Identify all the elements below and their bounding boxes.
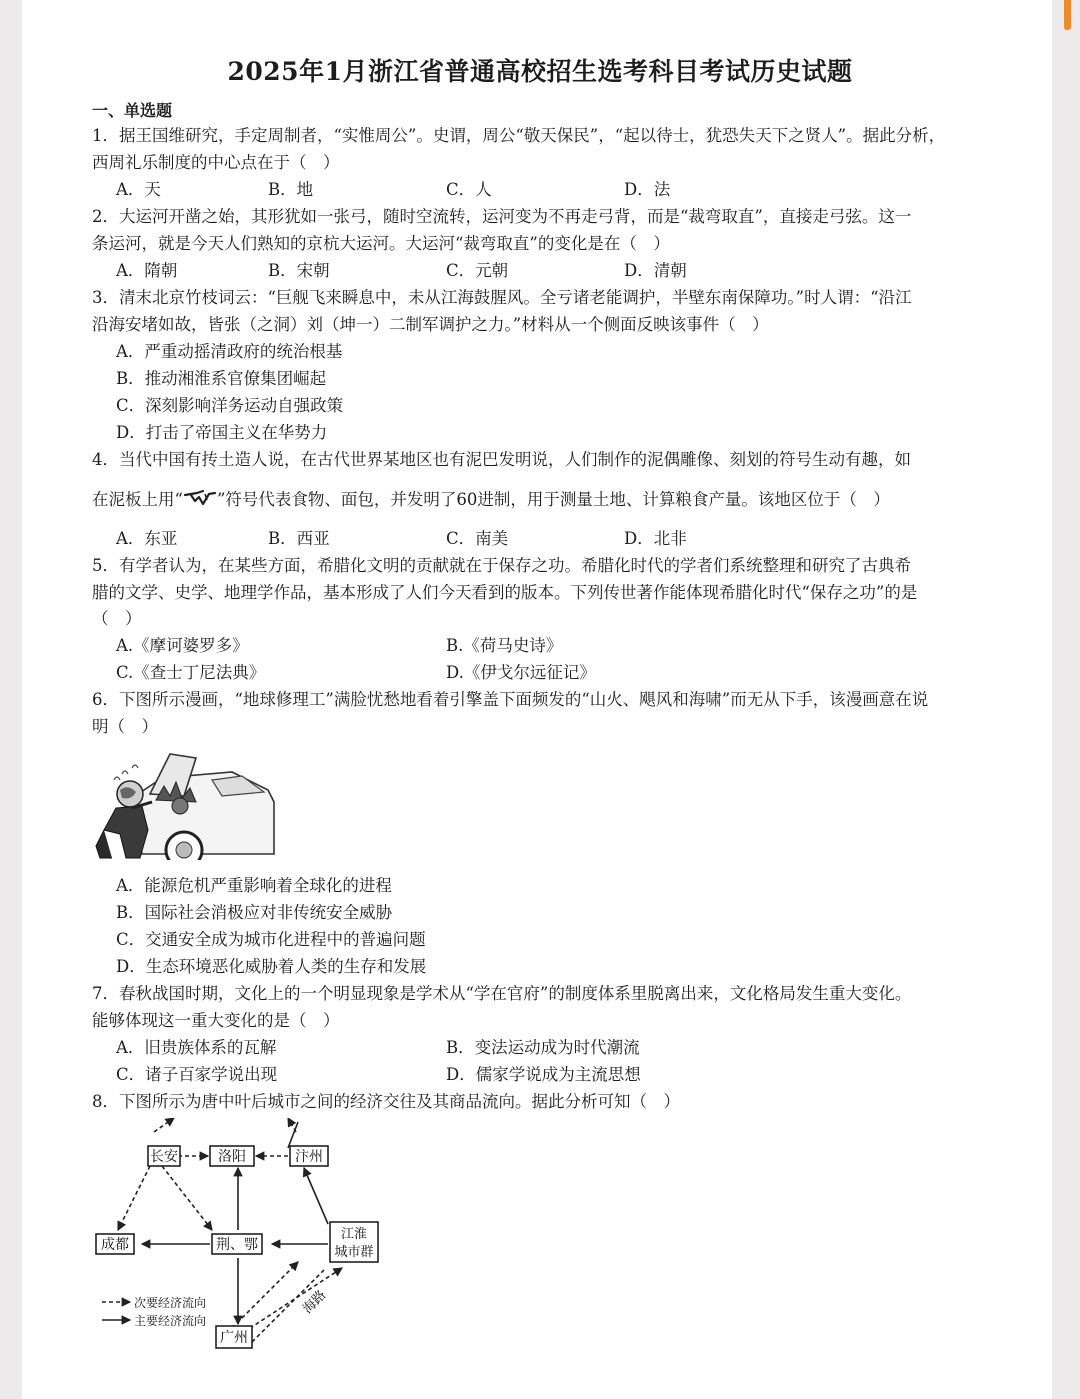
earth-repairman-cartoon	[92, 750, 276, 860]
q6-option-c: C．交通安全成为城市化进程中的普遍问题	[116, 930, 426, 949]
cuneiform-bread-icon	[183, 488, 217, 508]
city-chengdu: 成都	[101, 1237, 129, 1253]
q4-option-b: B．西亚	[268, 529, 330, 548]
q4-line-2-end: ”符号代表食物、面包，并发明了60进制，用于测量土地、计算粮食产量。该地区位于（ ）	[216, 490, 890, 509]
q7-option-c: C．诸子百家学说出现	[116, 1065, 278, 1084]
q6-option-a: A．能源危机严重影响着全球化的进程	[116, 876, 392, 895]
q6-line-1: 6．下图所示漫画，“地球修理工”满脸忧愁地看着引擎盖下面频发的“山火、飓风和海啸”而无从下手，该漫画意在说	[92, 690, 929, 709]
q5-line-2: 腊的文学、史学、地理学作品，基本形成了人们今天看到的版本。下列传世著作能体现希腊化时代“保存之功”的是	[92, 583, 918, 602]
q1-line-2: 西周礼乐制度的中心点在于（ ）	[92, 153, 340, 172]
q4-line-2-start: 在泥板上用“	[92, 490, 183, 509]
city-luoyang: 洛阳	[218, 1149, 246, 1165]
q7-line-1: 7．春秋战国时期，文化上的一个明显现象是学术从“学在官府”的制度体系里脱离出来，文化格局发生重大变化。	[92, 984, 912, 1003]
q3-option-a: A．严重动摇清政府的统治根基	[116, 342, 343, 361]
q2-line-1: 2．大运河开凿之始，其形犹如一张弓，随时空流转，运河变为不再走弓背，而是“裁弯取直”，直接走弓弦。这一	[92, 207, 912, 226]
q7-line-2: 能够体现这一重大变化的是（ ）	[92, 1011, 340, 1030]
q2-line-2: 条运河，就是今天人们熟知的京杭大运河。大运河“裁弯取直”的变化是在（ ）	[92, 234, 670, 253]
q3-line-2: 沿海安堵如故，皆张（之洞）刘（坤一）二制军调护之力。”材料从一个侧面反映该事件（ ）	[92, 315, 769, 334]
q5-line-1: 5．有学者认为，在某些方面，希腊化文明的贡献就在于保存之功。希腊化时代的学者们系统整理和研究了古典希	[92, 556, 911, 575]
q2-option-d: D．清朝	[624, 261, 687, 280]
q6-option-b: B．国际社会消极应对非传统安全威胁	[116, 903, 393, 922]
q4-line-1: 4．当代中国有抟土造人说，在古代世界某地区也有泥巴发明说，人们制作的泥偶雕像、刻划的符号生动有趣，如	[92, 450, 911, 469]
q5-line-3: （ ）	[92, 609, 142, 628]
tang-economic-flow-diagram	[92, 1118, 392, 1354]
q2-option-c: C．元朝	[446, 261, 509, 280]
q3-option-c: C．深刻影响洋务运动自强政策	[116, 396, 344, 415]
city-cluster: 城市群	[334, 1245, 374, 1260]
q2-option-a: A．隋朝	[116, 261, 178, 280]
q8-line-1: 8．下图所示为唐中叶后城市之间的经济交往及其商品流向。据此分析可知（ ）	[92, 1092, 680, 1111]
legend-secondary-flow: 次要经济流向	[134, 1296, 207, 1310]
q7-option-d: D．儒家学说成为主流思想	[446, 1065, 641, 1084]
city-guangzhou: 广州	[220, 1330, 248, 1346]
q3-line-1: 3．清末北京竹枝词云：“巨舰飞来瞬息中，未从江海鼓腥风。全亏诸老能调护，半壁东南保障功。”时人谓：“沿江	[92, 288, 912, 307]
city-bianzhou: 汴州	[295, 1149, 323, 1165]
q2-option-b: B．宋朝	[268, 261, 330, 280]
q7-option-b: B．变法运动成为时代潮流	[446, 1038, 640, 1057]
sea-route-label: 海路	[300, 1287, 330, 1317]
section-heading: 一、单选题	[92, 101, 173, 120]
q7-option-a: A．旧贵族体系的瓦解	[116, 1038, 277, 1057]
q1-option-a: A．天	[116, 180, 161, 199]
q5-option-a: A.《摩诃婆罗多》	[116, 636, 249, 655]
city-jing-e: 荆、鄂	[216, 1237, 258, 1253]
q5-option-d: D.《伊戈尔远征记》	[446, 663, 596, 682]
q4-option-c: C．南美	[446, 529, 509, 548]
q1-option-b: B．地	[268, 180, 314, 199]
q1-option-d: D．法	[624, 180, 671, 199]
q1-line-1: 1．据王国维研究，手定周制者，“实惟周公”。史谓，周公“敬天保民”，“起以待士，犹恐失天下之贤人”。据此分析，	[92, 126, 946, 145]
q5-option-b: B.《荷马史诗》	[446, 636, 563, 655]
q3-option-b: B．推动湘淮系官僚集团崛起	[116, 369, 327, 388]
q4-line-2	[92, 488, 890, 511]
legend-primary-flow: 主要经济流向	[134, 1314, 207, 1328]
city-jianghuai: 江淮	[340, 1227, 368, 1242]
q1-option-c: C．人	[446, 180, 492, 199]
q3-option-d: D．打击了帝国主义在华势力	[116, 423, 328, 442]
q6-line-2: 明（ ）	[92, 717, 158, 736]
exam-title: 2025年1月浙江省普通高校招生选考科目考试历史试题	[227, 57, 853, 86]
q5-option-c: C.《查士丁尼法典》	[116, 663, 266, 682]
scroll-indicator[interactable]	[1064, 0, 1071, 30]
q6-option-d: D．生态环境恶化威胁着人类的生存和发展	[116, 957, 427, 976]
city-changan: 长安	[150, 1149, 178, 1165]
q4-option-d: D．北非	[624, 529, 687, 548]
q4-option-a: A．东亚	[116, 529, 178, 548]
